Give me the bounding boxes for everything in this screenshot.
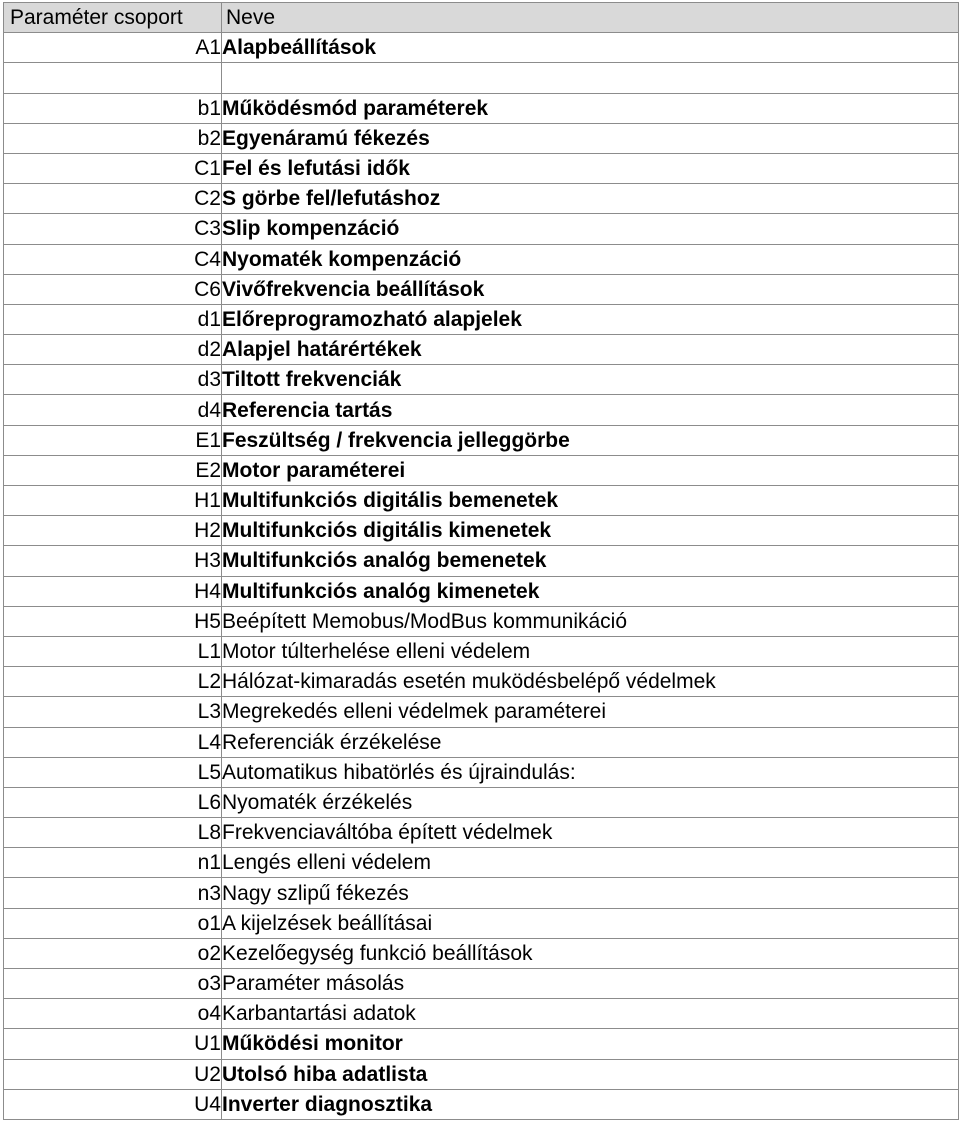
parameter-group-name: A kijelzések beállításai [222,908,959,938]
table-row [4,455,959,485]
parameter-group-name: Frekvenciaváltóba épített védelmek [222,818,959,848]
table-row [4,818,959,848]
table-row [4,184,959,214]
parameter-group-code: C2 [4,184,222,214]
table-row [4,153,959,183]
table-body [4,33,959,1120]
table-row [4,93,959,123]
table-row [4,546,959,576]
parameter-group-code: C4 [4,244,222,274]
table-row [4,908,959,938]
table-row [4,969,959,999]
table-row [4,1089,959,1119]
parameter-group-name: Multifunkciós analóg bemenetek [222,546,959,576]
parameter-group-name: Referencia tartás [222,395,959,425]
parameter-group-code: U1 [4,1029,222,1059]
parameter-group-code: d2 [4,335,222,365]
parameter-group-code: n1 [4,848,222,878]
table-row [4,214,959,244]
column-header-name: Neve [222,3,959,33]
parameter-group-name: Alapjel határértékek [222,335,959,365]
parameter-group-code: H5 [4,606,222,636]
parameter-group-code: C3 [4,214,222,244]
table-header [4,3,959,33]
table-row [4,576,959,606]
parameter-group-name: Multifunkciós analóg kimenetek [222,576,959,606]
parameter-group-name: Alapbeállítások [222,33,959,63]
table-row [4,395,959,425]
parameter-group-name: Vivőfrekvencia beállítások [222,274,959,304]
table-row [4,878,959,908]
table-row [4,999,959,1029]
parameter-group-code: L6 [4,787,222,817]
parameter-group-name: Kezelőegység funkció beállítások [222,938,959,968]
parameter-group-code: E1 [4,425,222,455]
parameter-group-name [222,63,959,93]
parameter-group-name: S görbe fel/lefutáshoz [222,184,959,214]
parameter-group-name: Multifunkciós digitális bemenetek [222,486,959,516]
parameter-group-name: Beépített Memobus/ModBus kommunikáció [222,606,959,636]
table-row [4,33,959,63]
table-row [4,757,959,787]
parameter-group-code: A1 [4,33,222,63]
parameter-group-code: C6 [4,274,222,304]
table-row [4,63,959,93]
parameter-group-name: Feszültség / frekvencia jelleggörbe [222,425,959,455]
parameter-group-code: H4 [4,576,222,606]
parameter-group-code: L5 [4,757,222,787]
parameter-group-code: d1 [4,304,222,334]
table-row [4,425,959,455]
parameter-group-name: Nagy szlipű fékezés [222,878,959,908]
parameter-group-name: Tiltott frekvenciák [222,365,959,395]
parameter-group-name: Motor túlterhelése elleni védelem [222,636,959,666]
table-row [4,606,959,636]
parameter-group-code: U2 [4,1059,222,1089]
table-row [4,727,959,757]
parameter-group-code: o2 [4,938,222,968]
parameter-group-code: L2 [4,667,222,697]
parameter-group-code: H2 [4,516,222,546]
table-row [4,335,959,365]
table-row [4,848,959,878]
parameter-group-code: H3 [4,546,222,576]
parameter-group-code: d3 [4,365,222,395]
table-row [4,516,959,546]
parameter-group-name: Előreprogramozható alapjelek [222,304,959,334]
parameter-group-name: Utolsó hiba adatlista [222,1059,959,1089]
parameter-group-name: Megrekedés elleni védelmek paraméterei [222,697,959,727]
parameter-group-name: Működési monitor [222,1029,959,1059]
table-row [4,1059,959,1089]
parameter-group-code: C1 [4,153,222,183]
parameter-group-name: Inverter diagnosztika [222,1089,959,1119]
parameter-group-name: Multifunkciós digitális kimenetek [222,516,959,546]
parameter-group-name: Slip kompenzáció [222,214,959,244]
table-row [4,244,959,274]
parameter-group-code: E2 [4,455,222,485]
parameter-group-name: Karbantartási adatok [222,999,959,1029]
parameter-group-name: Működésmód paraméterek [222,93,959,123]
table-row [4,123,959,153]
parameter-group-code [4,63,222,93]
parameter-group-code: H1 [4,486,222,516]
parameter-group-code: o1 [4,908,222,938]
parameter-group-code: b1 [4,93,222,123]
parameter-group-code: o4 [4,999,222,1029]
parameter-group-name: Fel és lefutási idők [222,153,959,183]
parameter-group-name: Nyomaték érzékelés [222,787,959,817]
parameter-group-code: L8 [4,818,222,848]
parameter-group-code: L4 [4,727,222,757]
parameter-group-code: L1 [4,636,222,666]
parameter-group-code: o3 [4,969,222,999]
parameter-group-code: L3 [4,697,222,727]
table-row [4,486,959,516]
parameter-group-code: d4 [4,395,222,425]
table-row [4,365,959,395]
table-row [4,667,959,697]
column-header-parameter-group: Paraméter csoport [4,3,222,33]
parameter-group-table [3,2,959,1120]
table-row [4,304,959,334]
table-row [4,938,959,968]
parameter-group-name: Paraméter másolás [222,969,959,999]
parameter-group-code: n3 [4,878,222,908]
parameter-group-name: Hálózat-kimaradás esetén muködésbelépő védelmek [222,667,959,697]
parameter-group-name: Referenciák érzékelése [222,727,959,757]
table-row [4,697,959,727]
parameter-group-name: Lengés elleni védelem [222,848,959,878]
table-row [4,636,959,666]
table-row [4,1029,959,1059]
parameter-group-name: Motor paraméterei [222,455,959,485]
table-row [4,274,959,304]
parameter-group-name: Egyenáramú fékezés [222,123,959,153]
table-row [4,787,959,817]
parameter-group-code: U4 [4,1089,222,1119]
parameter-group-name: Nyomaték kompenzáció [222,244,959,274]
parameter-group-name: Automatikus hibatörlés és újraindulás: [222,757,959,787]
parameter-group-code: b2 [4,123,222,153]
header-row [4,3,959,33]
